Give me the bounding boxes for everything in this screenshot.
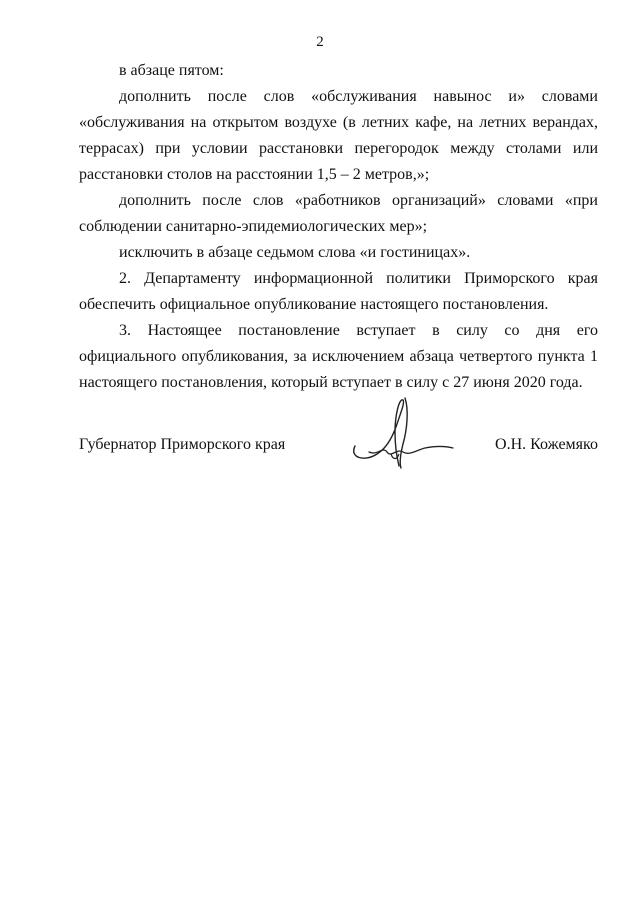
paragraph-3: дополнить после слов «работников организаций» словами «при соблюдении санитарно-эпидемиологических мер»; [79,192,598,235]
signatory-title: Губернатор Приморского края [79,436,286,453]
paragraph-2: дополнить после слов «обслуживания навынос и» словами «обслуживания на открытом воздухе (в летних кафе, на летних верандах, террасах) при условии расстановки перегородок между столами или расстановки столов на расстоянии 1,5 – 2 метров,»; [79,88,598,183]
signature-block [79,396,598,476]
page-number: 2 [316,34,324,50]
signatory-name: О.Н. Кожемяко [495,436,598,453]
paragraph-6: 3. Настоящее постановление вступает в силу со дня его официального опубликования, за исключением абзаца четвертого пункта 1 настоящего постановления, который вступает в силу с 27 июня 2020 года. [79,322,598,391]
document-body [79,58,598,396]
paragraph-1: в абзаце пятом: [119,62,224,79]
handwritten-signature [347,396,457,476]
paragraph-5: 2. Департаменту информационной политики Приморского края обеспечить официальное опубликование настоящего постановления. [79,270,598,313]
paragraph-4: исключить в абзаце седьмом слова «и гостиницах». [119,244,471,261]
